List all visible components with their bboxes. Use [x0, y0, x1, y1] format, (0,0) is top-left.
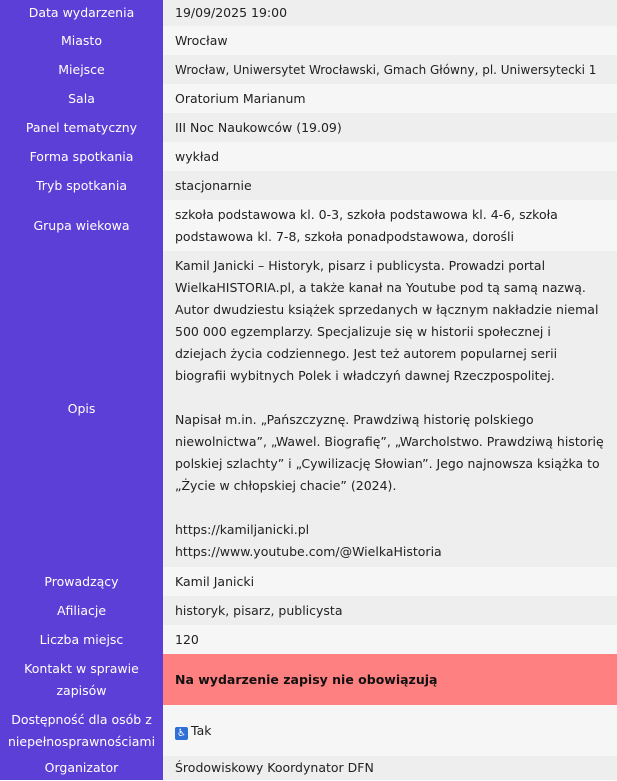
value-data-wydarzenia: 19/09/2025 19:00 [163, 0, 617, 26]
label-afiliacje: Afiliacje [0, 596, 163, 625]
value-grupa: szkoła podstawowa kl. 0-3, szkoła podstawowa kl. 4-6, szkoła podstawowa kl. 7-8, szkoła ponadpodstawowa, dorośli [163, 200, 617, 251]
value-organizator: Środowiskowy Koordynator DFN [163, 756, 617, 780]
value-opis [163, 251, 617, 567]
label-forma: Forma spotkania [0, 142, 163, 171]
row-prowadzacy [0, 567, 617, 596]
opis-paragraph-2: Napisał m.in. „Pańszczyznę. Prawdziwą historię polskiego niewolnictwa”, „Wawel. Biografię”, „Warcholstwo. Prawdziwą historię polskiej szlachty” i „Cywilizację Słowian”. Jego najnowsza książka to „Życie w chłopskiej chacie” (2024). [175, 412, 604, 493]
wheelchair-icon: ♿ [175, 727, 188, 740]
label-panel: Panel tematyczny [0, 113, 163, 142]
opis-link-1[interactable]: https://kamiljanicki.pl [175, 522, 310, 537]
label-miasto: Miasto [0, 26, 163, 55]
label-dostepnosc: Dostępność dla osób z niepełnosprawnościami [0, 705, 163, 756]
value-afiliacje: historyk, pisarz, publicysta [163, 596, 617, 625]
row-organizator [0, 756, 617, 780]
label-grupa: Grupa wiekowa [0, 200, 163, 251]
value-kontakt: Na wydarzenie zapisy nie obowiązują [163, 654, 617, 705]
row-miasto [0, 26, 617, 55]
value-forma: wykład [163, 142, 617, 171]
value-liczba-miejsc: 120 [163, 625, 617, 654]
row-kontakt [0, 654, 617, 705]
opis-link-2[interactable]: https://www.youtube.com/@WielkaHistoria [175, 544, 442, 559]
opis-paragraph-1: Kamil Janicki – Historyk, pisarz i publicysta. Prowadzi portal WielkaHISTORIA.pl, a także kanał na Youtube pod tą samą nazwą. Autor dwudziestu książek sprzedanych w łącznym nakładzie niemal 500 000 egzemplarzy. Specjalizuje się w historii społecznej i dziejach życia codziennego. Jest też autorem popularnej serii biografii wybitnych Polek i władczyń dawnej Rzeczpospolitej. [175, 258, 599, 383]
label-opis: Opis [0, 251, 163, 567]
value-sala: Oratorium Marianum [163, 84, 617, 113]
value-miejsce: Wrocław, Uniwersytet Wrocławski, Gmach Główny, pl. Uniwersytecki 1 [163, 55, 617, 84]
label-tryb: Tryb spotkania [0, 171, 163, 200]
value-prowadzacy: Kamil Janicki [163, 567, 617, 596]
dostepnosc-text: Tak [191, 722, 212, 738]
label-prowadzacy: Prowadzący [0, 567, 163, 596]
label-miejsce: Miejsce [0, 55, 163, 84]
row-tryb [0, 171, 617, 200]
row-miejsce [0, 55, 617, 84]
row-liczba-miejsc [0, 625, 617, 654]
label-data-wydarzenia: Data wydarzenia [0, 0, 163, 26]
row-opis [0, 251, 617, 567]
row-data-wydarzenia [0, 0, 617, 26]
row-afiliacje [0, 596, 617, 625]
value-panel: III Noc Naukowców (19.09) [163, 113, 617, 142]
value-tryb: stacjonarnie [163, 171, 617, 200]
row-dostepnosc [0, 705, 617, 756]
value-dostepnosc [163, 705, 617, 756]
row-grupa [0, 200, 617, 251]
label-sala: Sala [0, 84, 163, 113]
label-organizator: Organizator [0, 756, 163, 780]
value-miasto: Wrocław [163, 26, 617, 55]
row-panel [0, 113, 617, 142]
row-sala [0, 84, 617, 113]
row-forma [0, 142, 617, 171]
label-kontakt: Kontakt w sprawie zapisów [0, 654, 163, 705]
label-liczba-miejsc: Liczba miejsc [0, 625, 163, 654]
